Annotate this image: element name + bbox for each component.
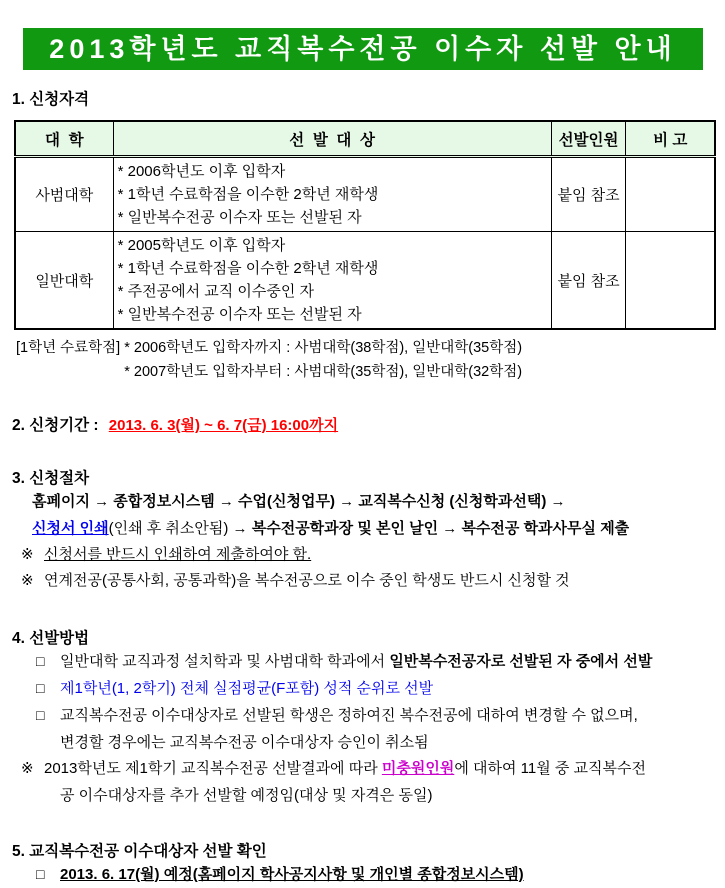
credit-footnote: [16, 336, 715, 384]
criteria-item: * 1학년 수료학점을 이수한 2학년 재학생: [117, 186, 379, 203]
section2-heading: 2. 신청기간 :: [12, 417, 99, 434]
procedure-flow-line2-rest: → 복수전공학과장 및 본인 날인 → 복수전공 학과사무실 제출: [228, 520, 630, 537]
note-text: [44, 756, 646, 782]
college-name: 일반대학: [15, 232, 113, 330]
footnote-label: [1학년 수료학점]: [16, 340, 125, 356]
bullet-continuation: 변경할 경우에는 교직복수전공 이수대상자 승인이 취소됨: [60, 734, 429, 751]
procedure-flow-line1: 홈페이지 → 종합정보시스템 → 수업(신청업무) → 교직복수신청 (신청학과선택) →: [32, 493, 566, 510]
criteria-list: [113, 232, 551, 330]
square-bullet-icon: □: [36, 680, 45, 696]
college-name: 사범대학: [15, 157, 113, 232]
reference-mark-icon: ※: [21, 572, 34, 589]
note-post: 에 대하여 11월 중 교직복수전: [454, 760, 646, 777]
reference-note: [21, 542, 715, 568]
confirm-date-text: 2013. 6. 17(월) 예정(홈페이지 학사공지사항 및 개인별 종합정보시스템): [60, 866, 524, 883]
criteria-list: [113, 157, 551, 232]
procedure-flow-line2: [32, 515, 715, 542]
col-header-college: 대 학: [15, 121, 113, 157]
reference-note: [21, 756, 715, 782]
reference-mark-icon: ※: [21, 546, 34, 563]
section1-heading: 1. 신청자격: [12, 91, 90, 108]
criteria-item: * 주전공에서 교직 이수중인 자: [117, 283, 314, 300]
document-title: 2013학년도 교직복수전공 이수자 선발 안내: [23, 28, 703, 70]
criteria-item: * 일반복수전공 이수자 또는 선발된 자: [117, 209, 362, 226]
square-bullet-icon: □: [36, 866, 45, 882]
square-bullet-icon: □: [36, 707, 45, 723]
bullet1-bold: 일반복수전공자로 선발된 자 중에서 선발: [389, 653, 653, 670]
section4-heading: 4. 선발방법: [12, 630, 90, 647]
quota-cell: 붙임 참조: [551, 157, 626, 232]
application-period: 2013. 6. 3(월) ~ 6. 7(금) 16:00까지: [108, 417, 339, 434]
bullet-text: [60, 648, 652, 675]
bullet-text: 교직복수전공 이수대상자로 선발된 학생은 정하여진 복수전공에 대하여 변경할 수 없으며,: [60, 707, 638, 724]
criteria-item: * 일반복수전공 이수자 또는 선발된 자: [117, 306, 362, 323]
section5-heading: 5. 교직복수전공 이수대상자 선발 확인: [12, 843, 267, 860]
footnote-line: * 2007학년도 입학자부터 : 사범대학(35학점), 일반대학(32학점): [124, 364, 523, 380]
method-bullet: [36, 702, 715, 729]
confirm-bullet: [36, 861, 715, 888]
print-note: (인쇄 후 취소안됨): [108, 520, 229, 537]
note-pre: 2013학년도 제1학기 교직복수전공 선발결과에 따라: [44, 760, 382, 777]
table-row: [15, 157, 715, 232]
reference-note: [21, 568, 715, 594]
footnote-line: * 2006학년도 입학자까지 : 사범대학(38학점), 일반대학(35학점): [124, 340, 523, 356]
col-header-target: 선 발 대 상: [113, 121, 551, 157]
square-bullet-icon: □: [36, 653, 45, 669]
note-continuation: 공 이수대상자를 추가 선발할 예정임(대상 및 자격은 동일): [60, 787, 433, 804]
criteria-item: * 2006학년도 이후 입학자: [117, 163, 286, 180]
print-application-link: 신청서 인쇄: [32, 520, 109, 537]
qualification-table: [14, 120, 716, 330]
col-header-quota: 선발인원: [551, 121, 626, 157]
section3: [12, 466, 715, 594]
section3-heading: 3. 신청절차: [12, 470, 90, 487]
criteria-item: * 2005학년도 이후 입학자: [117, 237, 286, 254]
criteria-item: * 1학년 수료학점을 이수한 2학년 재학생: [117, 260, 379, 277]
table-header-row: [15, 121, 715, 157]
bullet1-normal: 일반대학 교직과정 설치학과 및 사범대학 학과에서: [60, 653, 390, 670]
section2: [12, 413, 715, 435]
method-bullet: [36, 675, 715, 702]
unfilled-quota-highlight: 미충원인원: [381, 760, 455, 777]
table-row: [15, 232, 715, 330]
bullet-text: 제1학년(1, 2학기) 전체 실점평균(F포함) 성적 순위로 선발: [60, 680, 434, 697]
method-bullet: [36, 648, 715, 675]
section5: [12, 839, 715, 888]
note-cell: [626, 157, 715, 232]
col-header-note: 비 고: [626, 121, 715, 157]
section4: [12, 626, 715, 809]
quota-cell: 붙임 참조: [551, 232, 626, 330]
note-text: 신청서를 반드시 인쇄하여 제출하여야 함.: [44, 546, 312, 563]
note-text: 연계전공(공통사회, 공통과학)을 복수전공으로 이수 중인 학생도 반드시 신청할 것: [44, 572, 570, 589]
reference-mark-icon: ※: [21, 760, 34, 777]
note-cell: [626, 232, 715, 330]
